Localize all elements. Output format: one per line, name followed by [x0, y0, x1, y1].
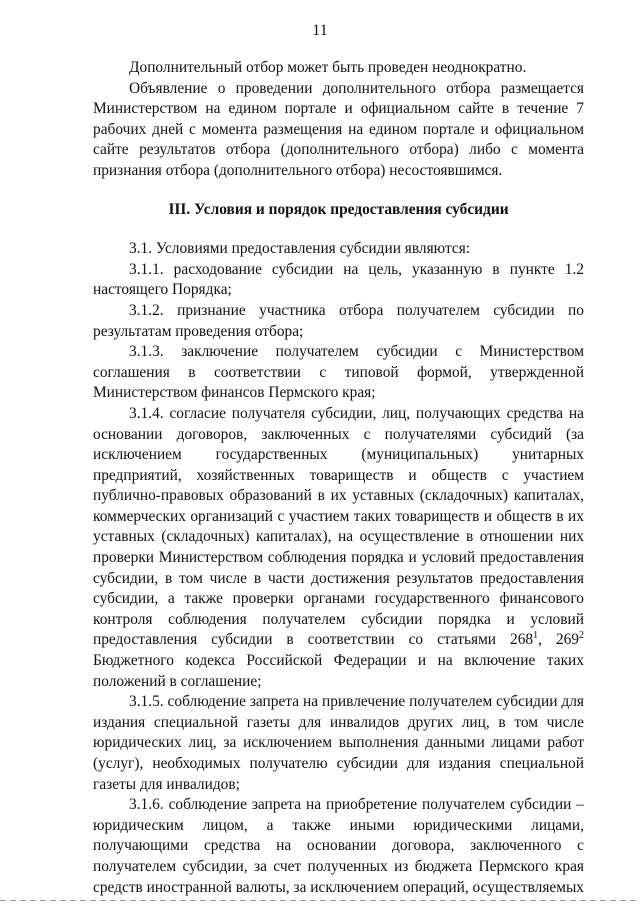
paragraph: Дополнительный отбор может быть проведен неоднократно.: [129, 59, 527, 76]
paragraph: 3.1.5. соблюдение запрета на привлечение получателем субсидии для издания специальной газеты для инвалидов других лиц, в том числе юридических лиц, за исключением выполнения данными лицами работ (услуг), необходимых получателю субсидии для издания специальной газеты для инвалидов;: [93, 693, 584, 793]
paragraph: 3.1.6. соблюдение запрета на приобретение получателем субсидии – юридическим лицом, а также иными юридическими лицами, получающими средства на основании договора, заключенного с получателем субсидии, за счет полученных из бюджета Пермского края средств иностранной валюты, за исключением операций, осуществляемых: [93, 796, 585, 896]
paragraph: Объявление о проведении дополнительного отбора размещается Министерством на едином портале и официальном сайте в течение 7 рабочих дней с момента размещения на едином портале и официальном сайте результатов отбора (дополнительного отбора) либо с момента признания отбора (дополнительного отбора) несостоявшимся.: [93, 79, 584, 179]
superscript: 1: [533, 630, 539, 642]
paragraph: 3.1. Условиями предоставления субсидии являются:: [129, 240, 471, 258]
page-number: 11: [312, 22, 328, 39]
paragraph-text: 3.1.4. согласие получателя субсидии, лиц, получающих средства на основании договоров, заключенных с получателями субсидий (за исключением государственных (муниципальных) унитарных предприятий, хозяйственных товариществ и обществ с участием публично-правовых образований в их уставных (складочных) капиталах, коммерческих организаций с участием таких товариществ и обществ в их уставных (складочных) капиталах), на осуществление в отношении них проверки Министерством соблюдения порядка и условий предоставления субсидии, в том числе в части достижения результатов предоставления субсидии, а также проверки органами государственного финансового контроля соблюдения получателем субсидии порядка и условий предоставления субсидии в соответствии со статьями 268: [93, 404, 584, 649]
paragraph: 3.1.1. расходование субсидии на цель, указанную в пункте 1.2 настоящего Порядка;: [93, 260, 584, 299]
section-heading: III. Условия и порядок предоставления субсидии: [168, 200, 509, 218]
paragraph-text: Бюджетного кодекса Российской Федерации и на включение таких положений в соглашение;: [93, 652, 584, 690]
superscript: 2: [579, 630, 585, 642]
paragraph: 3.1.2. признание участника отбора получателем субсидии по результатам проведения отбора;: [93, 301, 584, 340]
scan-edge-line: [0, 900, 640, 901]
paragraph: [93, 404, 584, 692]
document-body: [93, 58, 584, 898]
paragraph: 3.1.3. заключение получателем субсидии с Министерством соглашения в соответствии с типовой формой, утвержденной Министерством финансов Пермского края;: [93, 343, 584, 402]
paragraph-text: , 269: [538, 631, 580, 649]
